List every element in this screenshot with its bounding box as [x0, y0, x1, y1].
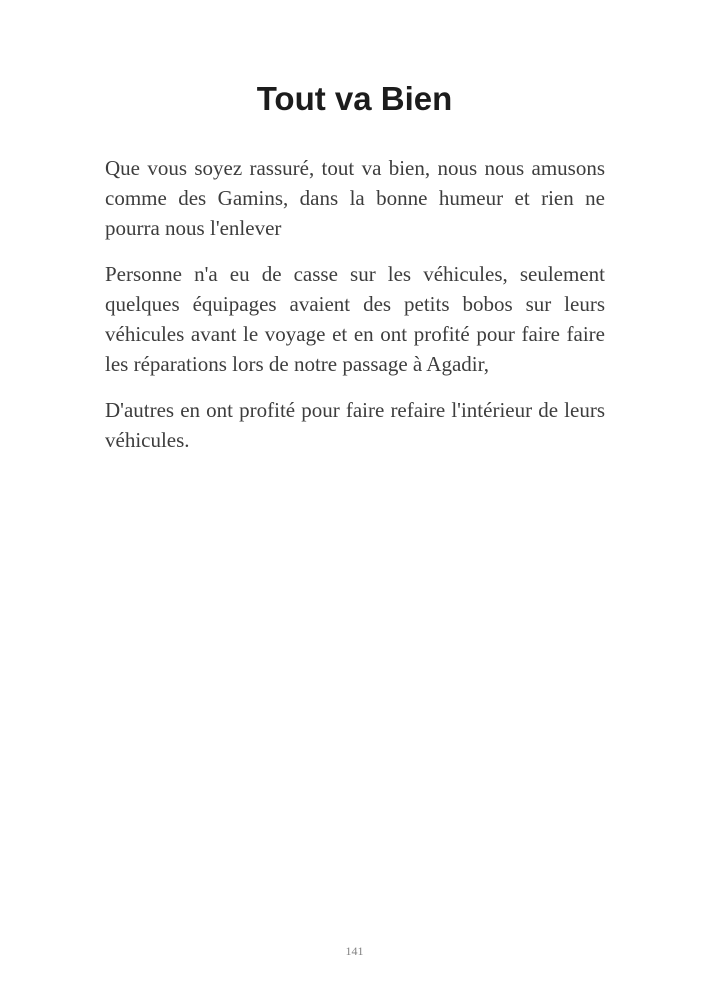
- paragraph: D'autres en ont profité pour faire refaire l'intérieur de leurs véhicules.: [105, 398, 605, 452]
- page-number: 141: [345, 944, 364, 958]
- page-content: [105, 153, 605, 455]
- page-title: Tout va Bien: [256, 80, 453, 117]
- paragraph: Que vous soyez rassuré, tout va bien, nous nous amusons comme des Gamins, dans la bonne humeur et rien ne pourra nous l'enlever: [105, 156, 605, 240]
- paragraph: Personne n'a eu de casse sur les véhicules, seulement quelques équipages avaient des petits bobos sur leurs véhicules avant le voyage et en ont profité pour faire faire les réparations lors de notre passage à Agadir,: [105, 262, 605, 376]
